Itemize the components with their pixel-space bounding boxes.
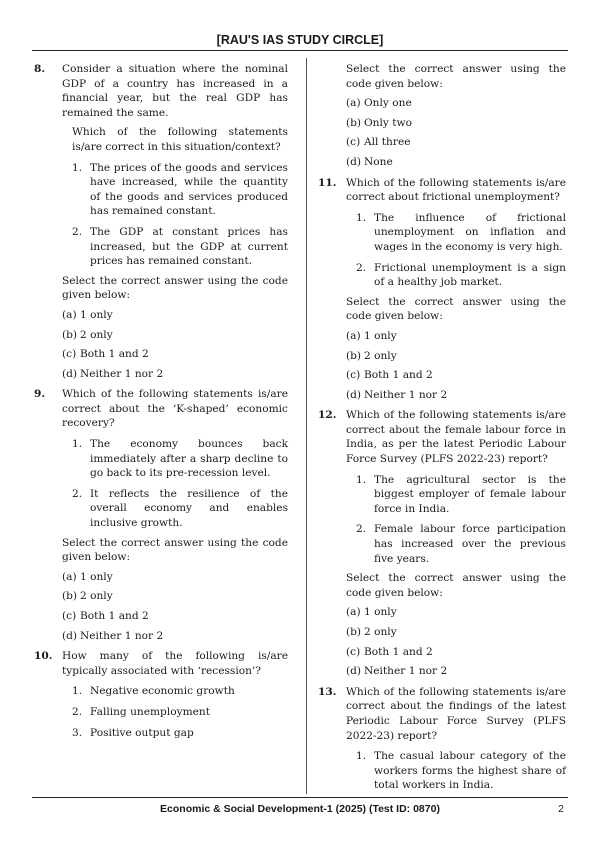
- option-b[interactable]: (b) 2 only: [346, 349, 397, 362]
- option-c[interactable]: (c) All three: [346, 136, 411, 149]
- question-subtext: Which of the following statements is/are correct in this situation/context?: [72, 126, 288, 153]
- option-d[interactable]: (d) Neither 1 nor 2: [346, 388, 448, 401]
- left-column: [34, 62, 288, 746]
- option-c[interactable]: (c) Both 1 and 2: [346, 645, 433, 658]
- option-a[interactable]: (a) 1 only: [346, 606, 397, 619]
- statement: 1. Negative economic growth: [72, 685, 235, 698]
- statement: 1. The influence of frictional unemployment on inflation and wages in the economy is very high.: [356, 211, 566, 253]
- option-b[interactable]: (b) 2 only: [346, 626, 397, 638]
- question-number: 12.: [318, 409, 337, 422]
- option-b[interactable]: (b) Only two: [346, 116, 412, 129]
- header-rule: [32, 50, 568, 51]
- option-d[interactable]: (d) Neither 1 nor 2: [62, 367, 164, 380]
- statement: 1. The economy bounces back immediately after a sharp decline to go back to its pre-recession level.: [72, 438, 288, 480]
- question-12: [318, 408, 566, 679]
- code-prompt: Select the correct answer using the code given below:: [346, 63, 566, 90]
- option-b[interactable]: (b) 2 only: [62, 590, 113, 603]
- right-column: [318, 62, 566, 799]
- question-11: [318, 176, 566, 403]
- question-9: [34, 387, 288, 643]
- option-c[interactable]: (c) Both 1 and 2: [346, 369, 433, 382]
- question-13: [318, 685, 566, 793]
- page-header: [RAU'S IAS STUDY CIRCLE]: [216, 33, 384, 47]
- option-c[interactable]: (c) Both 1 and 2: [62, 348, 149, 361]
- code-prompt: Select the correct answer using the code given below:: [62, 536, 288, 564]
- option-a[interactable]: (a) 1 only: [346, 329, 397, 342]
- question-number: 10.: [34, 650, 53, 663]
- question-text: How many of the following is/are typically associated with ‘recession’?: [62, 650, 288, 677]
- option-a[interactable]: (a) 1 only: [62, 308, 113, 321]
- column-divider: [306, 58, 307, 794]
- option-a[interactable]: (a) Only one: [346, 97, 412, 110]
- statement: 2. Falling unemployment: [72, 705, 210, 718]
- question-text: Which of the following statements is/are correct about the findings of the latest Periodic Labour Force Survey (PLFS 2022-23) report?: [346, 685, 566, 742]
- question-number: 13.: [318, 685, 337, 698]
- question-number: 11.: [318, 176, 337, 189]
- question-number: 8.: [34, 63, 46, 75]
- question-text: Consider a situation where the nominal GDP of a country has increased in a financial year, but the real GDP has remained the same.: [62, 63, 288, 119]
- code-prompt: Select the correct answer using the code given below:: [346, 572, 566, 599]
- statement: 3. Positive output gap: [72, 726, 194, 739]
- statement: 1. The agricultural sector is the biggest employer of female labour force in India.: [356, 473, 566, 515]
- statement: 2. Frictional unemployment is a sign of a healthy job market.: [356, 261, 566, 289]
- option-b[interactable]: (b) 2 only: [62, 328, 113, 341]
- question-8: [34, 62, 288, 381]
- option-d[interactable]: (d) None: [346, 155, 393, 168]
- option-c[interactable]: (c) Both 1 and 2: [62, 610, 149, 622]
- question-text: Which of the following statements is/are correct about frictional unemployment?: [346, 176, 566, 204]
- page-footer: Economic & Social Development-1 (2025) (Test ID: 0870): [160, 803, 440, 815]
- option-d[interactable]: (d) Neither 1 nor 2: [62, 629, 164, 642]
- option-d[interactable]: (d) Neither 1 nor 2: [346, 665, 448, 678]
- question-number: 9.: [34, 388, 46, 401]
- code-prompt: Select the correct answer using the code given below:: [62, 274, 288, 302]
- statement: 1. The casual labour category of the workers forms the highest share of total workers in India.: [356, 750, 566, 792]
- code-prompt: Select the correct answer using the code given below:: [346, 295, 566, 323]
- footer-rule: [32, 797, 568, 798]
- page-number: 2: [558, 803, 564, 815]
- question-10: [34, 649, 288, 740]
- question-text: Which of the following statements is/are correct about the female labour force in India, as per the latest Periodic Labour Force Survey (PLFS 2022-23) report?: [346, 409, 566, 466]
- statement: 2. Female labour force participation has increased over the previous five years.: [356, 523, 566, 565]
- statement: 1. The prices of the goods and services have increased, while the quantity of the goods and services produced has remained constant.: [72, 161, 288, 218]
- question-text: Which of the following statements is/are correct about the ‘K-shaped’ economic recovery?: [62, 388, 288, 430]
- statement: 2. It reflects the resilience of the overall economy and enables inclusive growth.: [72, 487, 288, 530]
- question-10-continued: [318, 62, 566, 170]
- statement: 2. The GDP at constant prices has increased, but the GDP at current prices has remained constant.: [72, 225, 288, 268]
- option-a[interactable]: (a) 1 only: [62, 570, 113, 583]
